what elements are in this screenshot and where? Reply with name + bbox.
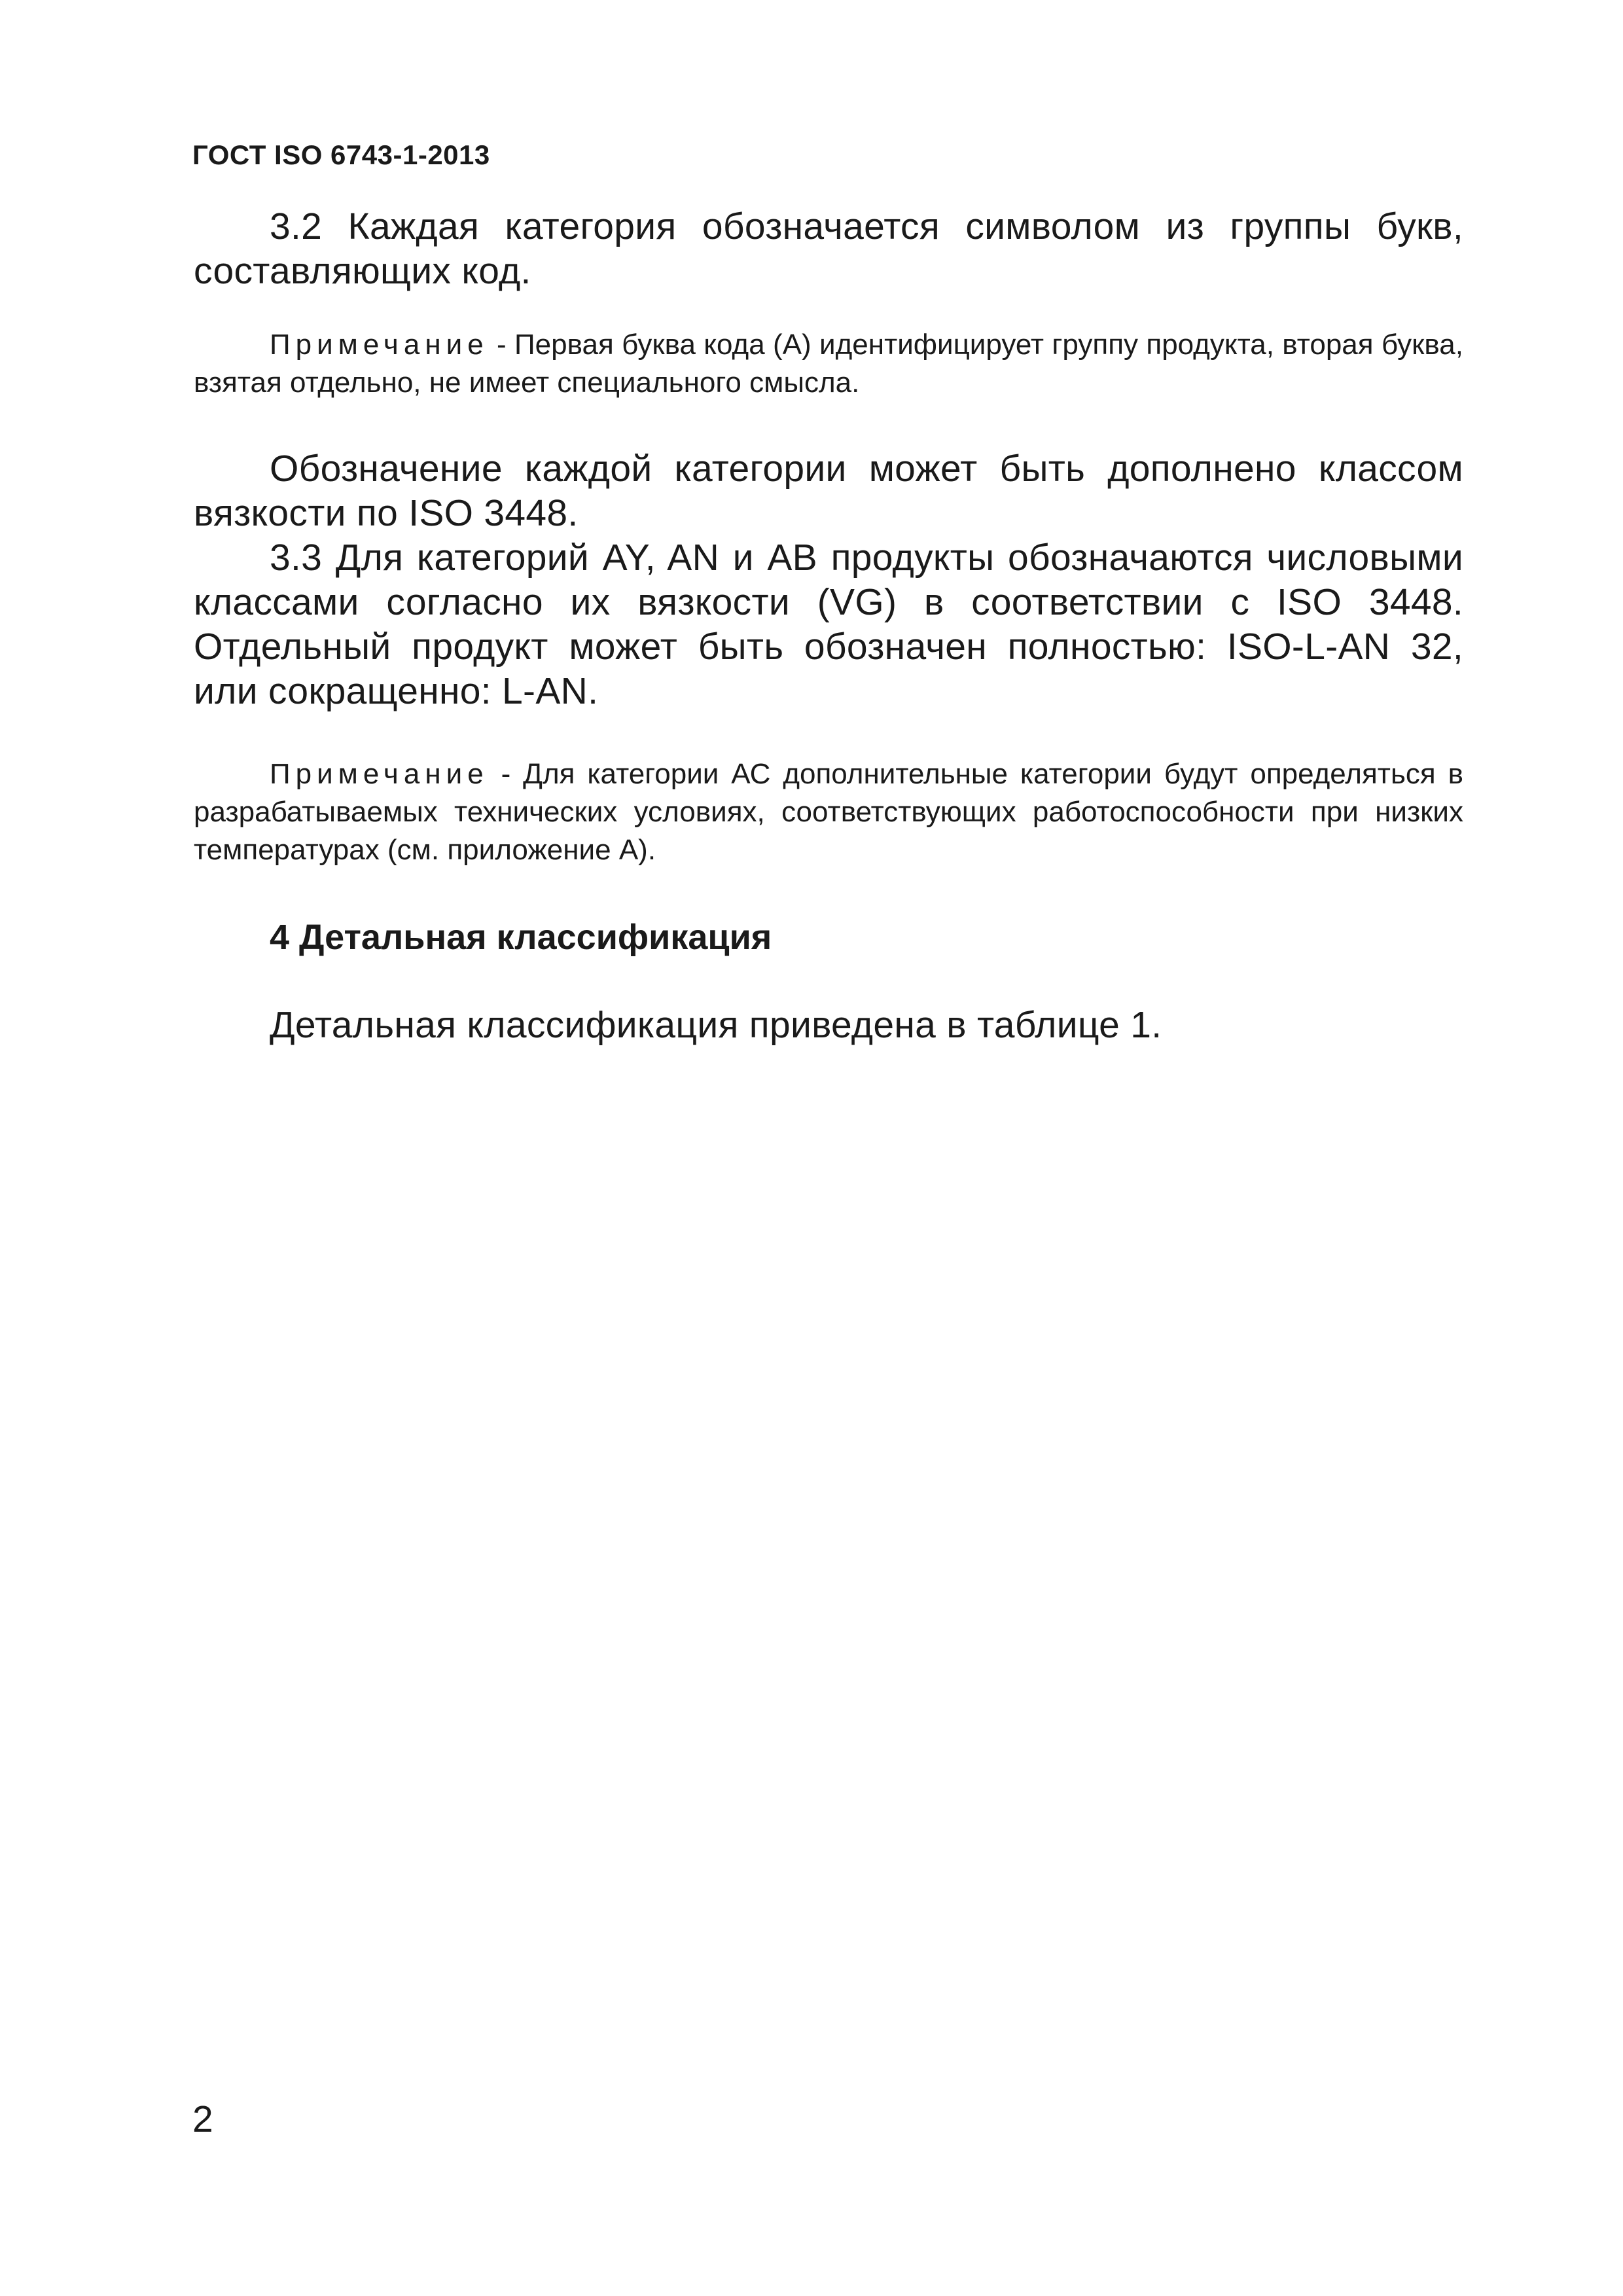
- paragraph-viscosity: Обозначение каждой категории может быть дополнено классом вязкости по ISO 3448.: [194, 448, 1463, 534]
- document-header: ГОСТ ISO 6743-1-2013: [192, 139, 490, 170]
- paragraph-3-3: 3.3 Для категорий AY, AN и AB продукты обозначаются числовыми классами согласно их вязкости (VG) в соответствии с ISO 3448. Отдельный продукт может быть обозначен полностью: ISO-L-AN 32, или сокращенно: L-AN.: [194, 537, 1463, 712]
- page-number: 2: [192, 2098, 213, 2140]
- document-body: [194, 204, 1463, 1047]
- note-label: Примечание: [270, 758, 489, 790]
- paragraph-section-4: Детальная классификация приведена в таблице 1.: [270, 1004, 1162, 1046]
- section-4-heading: 4 Детальная классификация: [270, 918, 772, 957]
- note-label: Примечание: [270, 329, 489, 361]
- note-text: - Первая буква кода (А) идентифицирует группу продукта, вторая буква, взятая отдельно, не имеет специального смысла.: [194, 329, 1463, 399]
- note-2: [194, 755, 1463, 869]
- paragraph-3-2: 3.2 Каждая категория обозначается символом из группы букв, составляющих код.: [194, 206, 1463, 292]
- note-text: - Для категории АС дополнительные категории будут определяться в разрабатываемых технических условиях, соответствующих работоспособности при низких температурах (см. приложение А).: [194, 758, 1463, 866]
- note-1: [194, 326, 1463, 402]
